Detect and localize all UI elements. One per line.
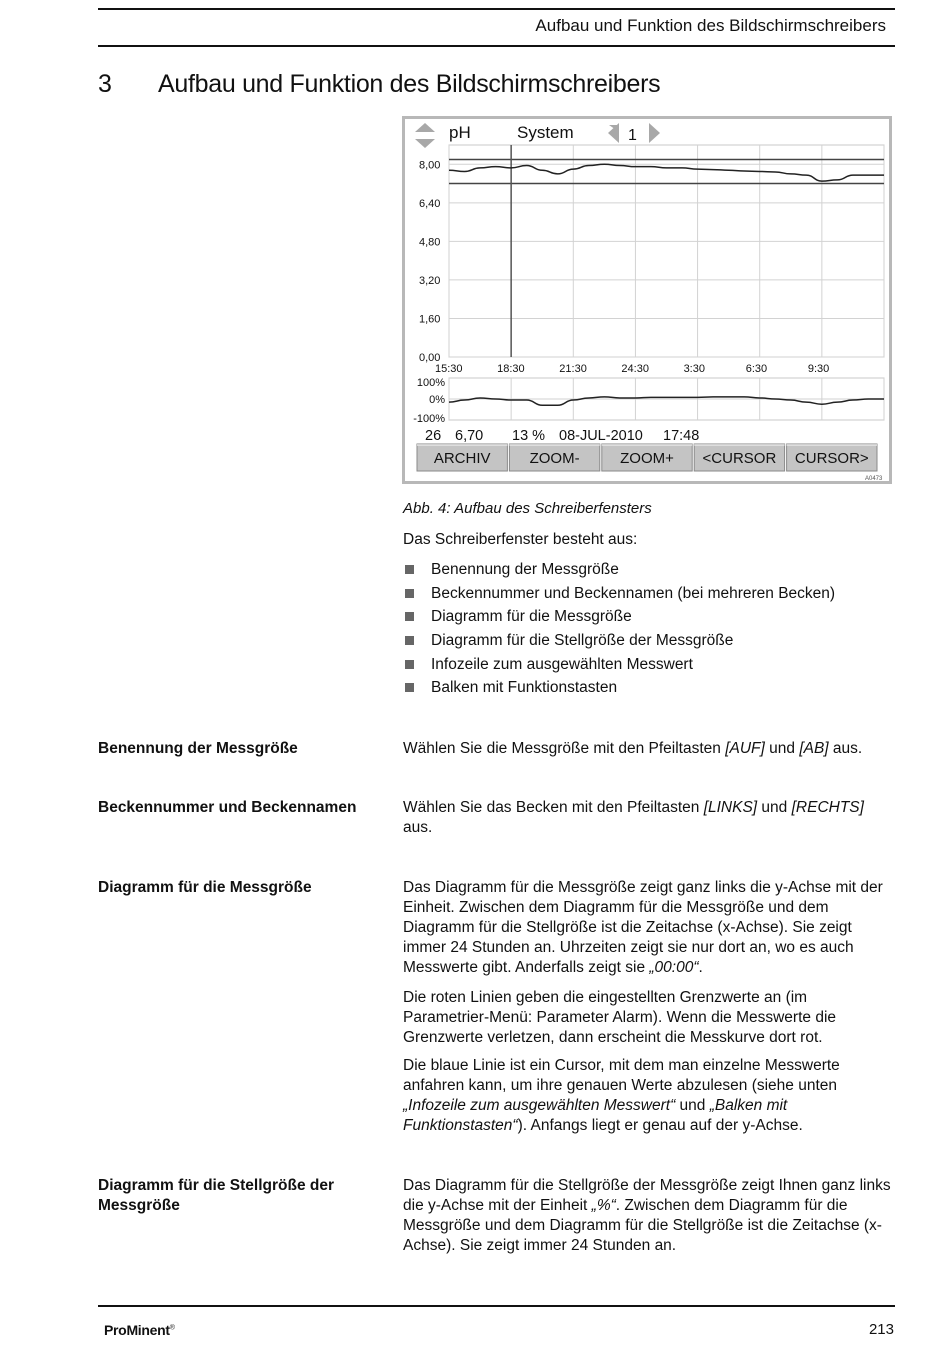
footer-rule xyxy=(98,1305,895,1307)
info-value: 6,70 xyxy=(455,428,484,444)
bullet-square-icon xyxy=(405,612,414,621)
main-grid xyxy=(449,145,884,357)
y-axis-ticks xyxy=(419,159,440,364)
function-key-label: ZOOM- xyxy=(529,450,580,467)
main-plot-area xyxy=(449,145,884,357)
y2-axis-ticks xyxy=(413,377,445,425)
component-list xyxy=(403,560,835,702)
function-key-archiv[interactable] xyxy=(417,444,507,471)
info-index: 26 xyxy=(425,428,442,444)
section-text-measure-name: Wählen Sie die Messgröße mit den Pfeiltasten [AUF] und [AB] aus. xyxy=(403,740,863,757)
section-text-tank: Wählen Sie das Becken mit den Pfeiltasten [LINKS] und [RECHTS] aus. xyxy=(403,799,864,836)
info-time: 17:48 xyxy=(663,428,700,444)
running-header: Aufbau und Funktion des Bildschirmschreibers xyxy=(535,16,886,35)
x-tick-label: 15:30 xyxy=(435,363,463,375)
y-tick-label: 6,40 xyxy=(419,197,441,210)
section-text-measure-chart-2: Die roten Linien geben die eingestellten Grenzwerte an (im Parametrier-Menü: Parameter Alarm). Wenn die Messwerte die Grenzwerte verletzen, dann erscheint die Messkurve dort rot. xyxy=(403,989,837,1046)
x-tick-label: 21:30 xyxy=(559,363,587,375)
y2-tick-label: -100% xyxy=(413,413,445,425)
arrow-right-icon[interactable] xyxy=(649,123,660,143)
measured-value-curve xyxy=(449,164,884,181)
tank-name: System xyxy=(517,123,574,142)
section-text-control-chart: Das Diagramm für die Stellgröße der Messgröße zeigt Ihnen ganz links die y-Achse mit der Einheit „%“. Zwischen dem Diagramm für die Messgröße und dem Diagramm für die Stellgröße ist die Zeitachse (x-Achse). Sie zeigt immer 24 Stunden an. xyxy=(403,1177,891,1254)
function-key-label: ZOOM+ xyxy=(620,450,674,467)
info-date: 08-JUL-2010 xyxy=(559,428,643,444)
bullet-square-icon xyxy=(405,660,414,669)
x-axis-ticks xyxy=(435,363,829,375)
control-grid xyxy=(449,378,884,420)
list-item: Beckennummer und Beckennamen (bei mehreren Becken) xyxy=(403,584,835,608)
tank-number: 1 xyxy=(628,127,637,144)
figure-code: A0473 xyxy=(865,476,883,481)
arrow-up-icon[interactable] xyxy=(415,123,435,132)
prominent-logo: ProMinent® xyxy=(104,1322,175,1338)
section-title-measure-name: Benennung der Messgröße xyxy=(98,740,298,757)
list-item: Balken mit Funktionstasten xyxy=(403,678,835,702)
function-key-zoom-[interactable] xyxy=(509,444,599,471)
header-rule xyxy=(98,8,895,10)
section-text-measure-chart-3: Die blaue Linie ist ein Cursor, mit dem man einzelne Messwerte anfahren kann, um ihre genauen Werte abzulesen (siehe unten „Infozeile zum ausgewählten Messwert“ und „Balken mit Funktionstasten“). Anfangs liegt er genau auf der y-Achse. xyxy=(403,1057,840,1134)
x-tick-label: 6:30 xyxy=(745,363,768,375)
y-tick-label: 3,20 xyxy=(419,274,441,287)
section-text-measure-chart-1: Das Diagramm für die Messgröße zeigt ganz links die y-Achse mit der Einheit. Zwischen dem Diagramm für die Messgröße und dem Diagramm für die Stellgröße ist die Zeitachse (x-Achse). Sie zeigt immer 24 Stunden an. Uhrzeiten zeigt sie nur dort an, wo es auch Messwerte gibt. Anderfalls zeigt sie „00:00“. xyxy=(403,879,883,976)
chapter-title: Aufbau und Funktion des Bildschirmschreibers xyxy=(158,70,661,98)
x-tick-label: 24:30 xyxy=(621,363,649,375)
function-key-cursor[interactable] xyxy=(787,444,877,471)
list-item: Infozeile zum ausgewählten Messwert xyxy=(403,655,835,679)
y2-tick-label: 0% xyxy=(429,394,445,406)
function-key-label: CURSOR> xyxy=(794,450,869,467)
function-key-label: <CURSOR xyxy=(702,450,777,467)
list-item: Diagramm für die Stellgröße der Messgröße xyxy=(403,631,835,655)
chapter-number: 3 xyxy=(98,70,112,98)
page-number: 213 xyxy=(868,1321,894,1338)
x-tick-label: 3:30 xyxy=(683,363,705,375)
list-item: Diagramm für die Messgröße xyxy=(403,607,835,631)
bullet-square-icon xyxy=(405,683,414,692)
bullet-square-icon xyxy=(405,636,414,645)
bullet-square-icon xyxy=(405,589,414,598)
y-tick-label: 8,00 xyxy=(419,159,441,172)
function-key-label: ARCHIV xyxy=(433,450,491,467)
function-key-zoom+[interactable] xyxy=(602,444,692,471)
y-tick-label: 4,80 xyxy=(419,236,441,249)
x-tick-label: 18:30 xyxy=(497,363,525,375)
control-value-curve xyxy=(449,397,884,405)
y2-tick-label: 100% xyxy=(416,377,445,389)
intro-text: Das Schreiberfenster besteht aus: xyxy=(403,531,638,548)
figure-caption: Abb. 4: Aufbau des Schreiberfensters xyxy=(403,500,652,517)
section-title-measure-chart: Diagramm für die Messgröße xyxy=(98,879,312,896)
info-control: 13 % xyxy=(512,428,546,444)
x-tick-label: 9:30 xyxy=(807,363,830,375)
measure-label: pH xyxy=(449,123,471,142)
bullet-square-icon xyxy=(405,565,414,574)
arrow-down-icon[interactable] xyxy=(415,139,435,148)
y-tick-label: 0,00 xyxy=(419,352,441,364)
list-item: Benennung der Messgröße xyxy=(403,560,835,584)
section-title-tank: Beckennummer und Beckennamen xyxy=(98,799,357,816)
header-underline xyxy=(98,45,895,47)
recorder-window-figure xyxy=(402,116,892,484)
y-tick-label: 1,60 xyxy=(419,313,441,326)
recorder-screen xyxy=(405,119,889,481)
section-title-control-chart: Diagramm für die Stellgröße der Messgröße xyxy=(98,1177,334,1214)
function-key-bar xyxy=(417,444,877,471)
function-key-cursor[interactable] xyxy=(694,444,784,471)
